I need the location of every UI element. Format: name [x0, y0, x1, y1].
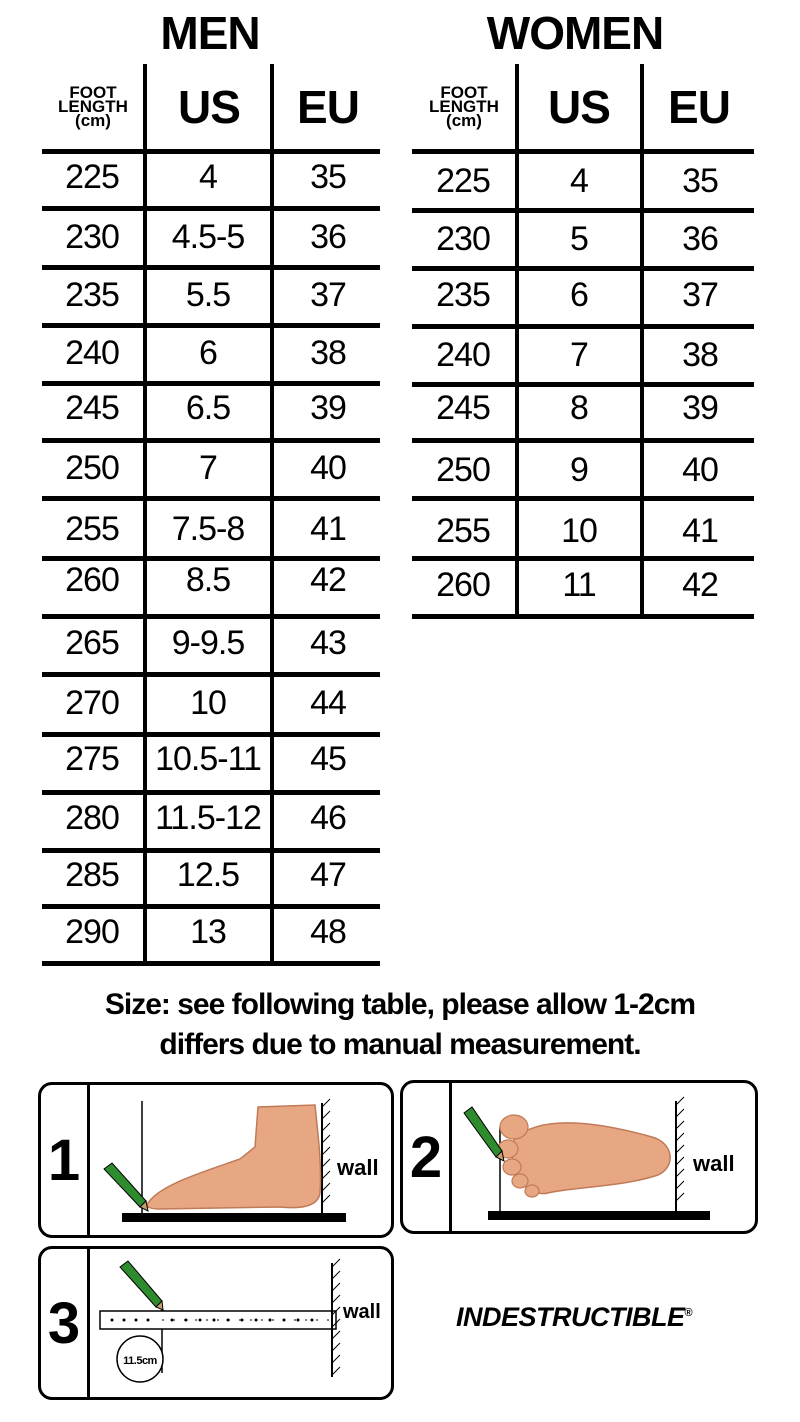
row-divider — [412, 324, 754, 329]
us-size-cell: 9-9.5 — [171, 624, 245, 662]
foot-length-cell: 245 — [65, 389, 119, 427]
eu-size-cell: 35 — [310, 158, 346, 196]
men-us-header: US — [178, 81, 240, 133]
header-line: LENGTH — [429, 97, 499, 116]
step-1-panel — [38, 1082, 394, 1238]
men-foot-length-header — [42, 64, 144, 150]
eu-size-cell: 36 — [310, 218, 346, 256]
women-eu-header: EU — [668, 81, 730, 133]
row-divider — [412, 208, 754, 213]
brand-name: INDESTRUCTIBLE — [456, 1302, 685, 1332]
foot-length-cell: 260 — [436, 566, 490, 604]
eu-size-cell: 39 — [310, 389, 346, 427]
row-divider — [412, 438, 754, 443]
row-divider — [412, 496, 754, 501]
row-divider — [42, 614, 380, 619]
step-2-panel — [400, 1080, 758, 1234]
eu-size-cell: 47 — [310, 856, 346, 894]
eu-size-cell: 42 — [310, 561, 346, 599]
row-divider — [42, 961, 380, 966]
us-size-cell: 11 — [562, 566, 596, 604]
us-size-cell: 7.5-8 — [171, 510, 245, 548]
row-divider — [42, 732, 380, 737]
eu-size-cell: 38 — [682, 336, 718, 374]
us-size-cell: 8.5 — [185, 561, 231, 599]
us-size-cell: 5 — [570, 220, 588, 258]
row-divider — [42, 265, 380, 270]
us-size-cell: 4.5-5 — [171, 218, 245, 256]
row-divider — [412, 614, 754, 619]
foot-length-cell: 280 — [65, 799, 119, 837]
header-line: (cm) — [446, 111, 482, 130]
us-size-cell: 10.5-11 — [155, 740, 261, 778]
us-size-cell: 4 — [570, 162, 588, 200]
us-size-cell: 10 — [190, 684, 226, 722]
eu-size-cell: 37 — [310, 276, 346, 314]
row-divider — [412, 382, 754, 387]
row-divider — [42, 904, 380, 909]
size-note-line-2: differs due to manual measurement. — [159, 1028, 641, 1061]
us-size-cell: 6.5 — [185, 389, 231, 427]
foot-length-cell: 225 — [65, 158, 119, 196]
men-size-table — [42, 64, 384, 968]
wall-label: wall — [337, 1155, 379, 1180]
women-title: WOMEN — [486, 7, 664, 59]
foot-length-cell: 265 — [65, 624, 119, 662]
us-size-cell: 5.5 — [185, 276, 231, 314]
eu-size-cell: 45 — [310, 740, 346, 778]
brand-logo — [456, 1302, 692, 1333]
eu-size-cell: 48 — [310, 913, 346, 951]
row-divider — [42, 496, 380, 501]
step-number: 3 — [41, 1249, 90, 1397]
eu-size-cell: 41 — [310, 510, 346, 548]
foot-length-cell: 245 — [436, 389, 490, 427]
us-size-cell: 7 — [199, 449, 217, 487]
foot-length-cell: 225 — [436, 162, 490, 200]
us-size-cell: 8 — [570, 389, 588, 427]
foot-length-cell: 275 — [65, 740, 119, 778]
foot-length-cell: 260 — [65, 561, 119, 599]
wall-label: wall — [693, 1151, 735, 1176]
men-title: MEN — [160, 7, 260, 59]
foot-length-cell: 250 — [436, 451, 490, 489]
eu-size-cell: 41 — [682, 512, 718, 550]
step-number: 1 — [41, 1085, 90, 1235]
eu-size-cell: 36 — [682, 220, 718, 258]
row-divider — [412, 266, 754, 271]
eu-size-cell: 35 — [682, 162, 718, 200]
step-3-panel — [38, 1246, 394, 1400]
eu-size-cell: 40 — [310, 449, 346, 487]
women-size-table — [412, 64, 756, 620]
women-us-header: US — [548, 81, 610, 133]
registered-mark: ® — [684, 1307, 693, 1319]
us-size-cell: 13 — [190, 913, 226, 951]
row-divider — [42, 790, 380, 795]
foot-length-cell: 230 — [436, 220, 490, 258]
row-divider — [412, 149, 754, 154]
foot-length-cell: 270 — [65, 684, 119, 722]
step-number: 2 — [403, 1083, 452, 1231]
row-divider — [42, 438, 380, 443]
row-divider — [42, 149, 380, 154]
foot-length-cell: 240 — [436, 336, 490, 374]
us-size-cell: 6 — [199, 334, 217, 372]
row-divider — [42, 381, 380, 386]
foot-length-cell: 285 — [65, 856, 119, 894]
foot-length-cell: 235 — [65, 276, 119, 314]
foot-length-cell: 255 — [65, 510, 119, 548]
foot-length-cell: 240 — [65, 334, 119, 372]
eu-size-cell: 37 — [682, 276, 718, 314]
us-size-cell: 12.5 — [176, 856, 240, 894]
us-size-cell: 4 — [199, 158, 217, 196]
eu-size-cell: 42 — [682, 566, 718, 604]
eu-size-cell: 40 — [682, 451, 718, 489]
foot-length-cell: 255 — [436, 512, 490, 550]
eu-size-cell: 43 — [310, 624, 346, 662]
men-eu-header: EU — [297, 81, 359, 133]
foot-length-cell: 290 — [65, 913, 119, 951]
us-size-cell: 10 — [561, 512, 597, 550]
wall-label: wall — [343, 1301, 381, 1323]
foot-length-cell: 250 — [65, 449, 119, 487]
row-divider — [42, 672, 380, 677]
size-note-line-1: Size: see following table, please allow 1-2cm — [104, 988, 696, 1021]
eu-size-cell: 38 — [310, 334, 346, 372]
foot-length-cell: 235 — [436, 276, 490, 314]
us-size-cell: 11.5-12 — [155, 799, 261, 837]
header-line: FOOT — [440, 83, 488, 102]
header-line: FOOT — [69, 83, 117, 102]
foot-length-cell: 230 — [65, 218, 119, 256]
header-line: LENGTH — [58, 97, 128, 116]
measurement-label: 11.5cm — [123, 1355, 157, 1367]
eu-size-cell: 44 — [310, 684, 346, 722]
us-size-cell: 9 — [570, 451, 588, 489]
eu-size-cell: 39 — [682, 389, 718, 427]
row-divider — [42, 848, 380, 853]
eu-size-cell: 46 — [310, 799, 346, 837]
us-size-cell: 6 — [570, 276, 588, 314]
row-divider — [42, 323, 380, 328]
header-line: (cm) — [75, 111, 111, 130]
us-size-cell: 7 — [570, 336, 588, 374]
row-divider — [42, 206, 380, 211]
row-divider — [412, 556, 754, 561]
women-foot-length-header — [412, 64, 516, 150]
